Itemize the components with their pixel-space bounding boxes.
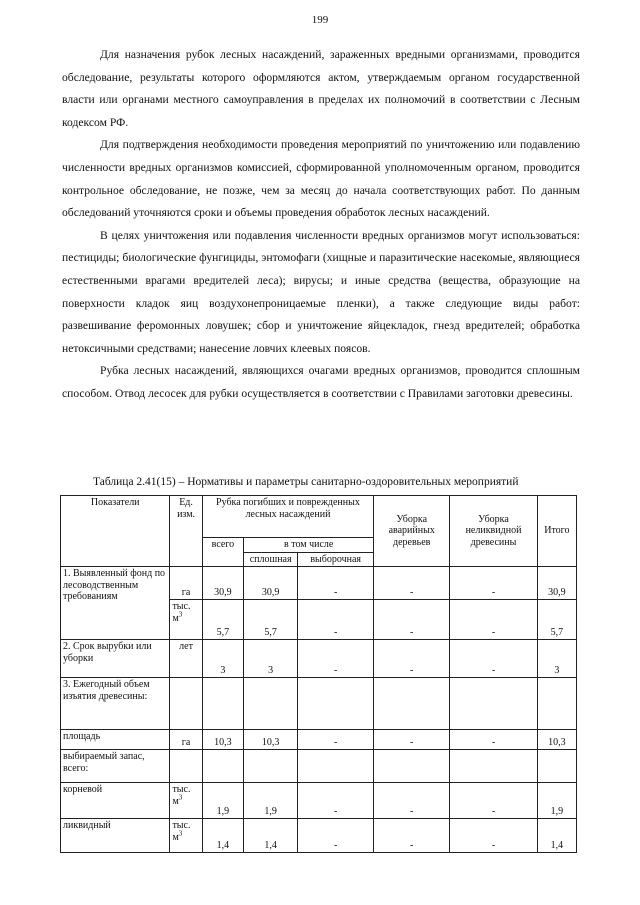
table-cell: 1,4 (202, 819, 243, 853)
table-cell: 10,3 (202, 730, 243, 750)
table-cell: - (298, 600, 374, 640)
table-cell (244, 750, 298, 783)
row-unit: га (170, 567, 202, 600)
table-cell: - (450, 567, 538, 600)
row-label: корневой (61, 783, 170, 819)
table-cell (298, 678, 374, 730)
header-selective: выборочная (298, 552, 374, 567)
table-cell (537, 750, 576, 783)
header-indicators: Показатели (61, 496, 170, 567)
table-cell: 5,7 (202, 600, 243, 640)
table-cell: - (298, 730, 374, 750)
table-cell (374, 678, 450, 730)
table-cell (170, 750, 202, 783)
table-cell: - (450, 783, 538, 819)
table-cell: - (450, 640, 538, 678)
table-cell: - (298, 640, 374, 678)
table-cell: - (450, 730, 538, 750)
table-cell: 30,9 (244, 567, 298, 600)
row-label: площадь (61, 730, 170, 750)
table-cell: - (298, 783, 374, 819)
table-cell (374, 750, 450, 783)
header-sum: Итого (537, 496, 576, 567)
table-cell: 1,4 (244, 819, 298, 853)
table-cell: 3 (244, 640, 298, 678)
header-felling: Рубка погибших и поврежденных лесных насаждений (202, 496, 374, 538)
table-cell: 10,3 (244, 730, 298, 750)
table-cell: - (374, 819, 450, 853)
table-cell (202, 678, 243, 730)
table-cell: - (374, 640, 450, 678)
table-cell: 5,7 (537, 600, 576, 640)
header-clear: сплошная (244, 552, 298, 567)
table-cell: 1,9 (244, 783, 298, 819)
norms-table (60, 495, 577, 853)
table-cell: 5,7 (244, 600, 298, 640)
table-cell (244, 678, 298, 730)
table-cell: - (374, 730, 450, 750)
row-label: 1. Выявленный фонд по лесоводственным требованиям (61, 567, 170, 640)
table-cell: 1,9 (202, 783, 243, 819)
header-total: всего (202, 538, 243, 567)
header-unit: Ед. изм. (170, 496, 202, 567)
table-cell: - (374, 600, 450, 640)
header-emergency: Уборка аварийных деревьев (374, 496, 450, 567)
paragraph: Рубка лесных насаждений, являющихся очагами вредных организмов, проводится сплошным способом. Отвод лесосек для рубки осуществляется в соответствии с Правилами заготовки древесины. (62, 364, 580, 400)
row-label: ликвидный (61, 819, 170, 853)
table-cell: - (450, 819, 538, 853)
table-cell: 3 (537, 640, 576, 678)
table-cell (537, 678, 576, 730)
table-caption: Таблица 2.41(15) – Нормативы и параметры санитарно-оздоровительных мероприятий (93, 476, 519, 488)
body-text (62, 44, 580, 406)
table-cell (170, 678, 202, 730)
row-unit: лет (170, 640, 202, 678)
table-cell (298, 750, 374, 783)
table-cell: - (374, 783, 450, 819)
row-unit: га (170, 730, 202, 750)
table-cell: 1,9 (537, 783, 576, 819)
table-cell (450, 750, 538, 783)
table-cell: 1,4 (537, 819, 576, 853)
table-cell: - (298, 567, 374, 600)
table-cell (450, 678, 538, 730)
header-illiquid: Уборка неликвидной древесины (450, 496, 538, 567)
table-cell: 30,9 (202, 567, 243, 600)
row-unit: тыс. $м^3$ (170, 783, 202, 819)
header-including: в том числе (244, 538, 374, 553)
table-cell: - (298, 819, 374, 853)
paragraph: Для подтверждения необходимости проведения мероприятий по уничтожению или подавлению численности вредных организмов комиссией, сформированной уполномоченным органом, проводится контрольное обследование, не позже, чем за месяц до начала соответствующих работ. По данным обследований уточняются сроки и объемы проведения обработок лесных насаждений. (62, 138, 580, 220)
row-label: 2. Срок вырубки или уборки (61, 640, 170, 678)
table-cell (202, 750, 243, 783)
table-cell: - (374, 567, 450, 600)
paragraph: В целях уничтожения или подавления численности вредных организмов могут использоваться: пестициды; биологические фунгициды, энтомофаги (хищные и паразитические насекомые, являющиеся естественными врагами вредителей леса); вирусы; и иные средства (вещества, образующие на поверхности кладок яиц воздухонепроницаемые пленки), а также следующие виды работ: развешивание феромонных ловушек; сбор и уничтожение яйцекладок, гнезд вредителей; обработка нетоксичными средствами; нанесение ловчих клеевых поясов. (62, 228, 580, 355)
paragraph: Для назначения рубок лесных насаждений, зараженных вредными организмами, проводится обследование, результаты которого оформляются актом, утверждаемым органом государственной власти или органами местного самоуправления в пределах их полномочий в соответствии с Лесным кодексом РФ. (62, 48, 580, 129)
table-cell: 10,3 (537, 730, 576, 750)
page-number: 199 (311, 14, 329, 26)
row-label: выбираемый запас, всего: (61, 750, 170, 783)
table-cell: - (450, 600, 538, 640)
row-label: 3. Ежегодный объем изъятия древесины: (61, 678, 170, 730)
row-unit: тыс. $м^3$ (170, 600, 202, 640)
row-unit: тыс. $м^3$ (170, 819, 202, 853)
table-cell: 3 (202, 640, 243, 678)
table-cell: 30,9 (537, 567, 576, 600)
